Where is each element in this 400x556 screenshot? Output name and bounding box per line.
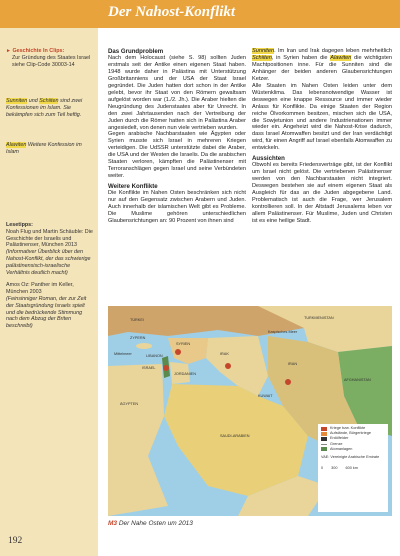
- conflict-marker: [225, 363, 231, 369]
- legend-swatch: [321, 444, 327, 445]
- label-kuwait: KUWAIT: [258, 394, 273, 398]
- heading-aussichten: Aussichten: [252, 155, 285, 163]
- reading-1: Noah Flug und Martin Schäuble: Die Geschichte der Israelis und Palästinenser, München 2013: [6, 228, 93, 249]
- legend-text: Kriege bzw. Konflikte: [330, 426, 366, 430]
- legend-text: Grenze: [330, 441, 343, 446]
- legend-swatch: [321, 432, 327, 436]
- sidebar-sunni: [6, 98, 94, 118]
- sidebar-alawi: [6, 142, 94, 156]
- p4-part-c: die wichtigsten Machtpositionen inne. Für die Sunniten sind die Anhänger der beiden anderen Glaubensrichtungen Ketzer.: [252, 54, 392, 82]
- label-iraq: IRAK: [220, 352, 229, 356]
- sunni-and: und: [27, 98, 40, 104]
- sidebar-reading: [6, 222, 94, 330]
- legend-text: Atomanlagen: [330, 446, 353, 451]
- label-caspian: Kaspisches Meer: [268, 330, 298, 334]
- legend-swatch: [321, 447, 327, 451]
- scale-bar: [321, 466, 385, 471]
- label-cyprus: ZYPERN: [130, 336, 146, 340]
- legend-swatch: [321, 437, 327, 441]
- p4-part-b: , in Syrien haben die: [271, 54, 331, 61]
- sunni-term-2: Sunniten: [252, 48, 275, 54]
- column-right: [252, 48, 392, 225]
- label-egypt: ÄGYPTEN: [120, 402, 139, 406]
- sunni-text: sind zwei Konfessionen im Islam. Sie bekämpfen sich zum Teil heftig.: [6, 98, 83, 118]
- shia-term: Schiiten: [39, 98, 59, 104]
- column-left: [108, 48, 246, 225]
- paragraph-2: Gegen arabische Nachbarstaaten wie Ägypten oder Syrien musste sich Israel in mehreren Kriegen verteidigen. Die UdSSR unterstützte dabei die Araber, die USA und der Westen die Israelis. Da die arabischen Staaten verloren, kämpften die Palästinenser mit Terroranschlägen gegen Israel und seine Verbündeten weiter.: [108, 131, 246, 180]
- scale-label: 300: [331, 466, 338, 471]
- heading-weitere-konflikte: Weitere Konflikte: [108, 183, 158, 191]
- heading-grundproblem: Das Grundproblem: [108, 48, 164, 55]
- label-lebanon: LIBANON: [146, 354, 163, 358]
- label-saudi: SAUDI-ARABIEN: [220, 434, 250, 438]
- alawi-term-2: Alawiten: [330, 54, 352, 61]
- conflict-marker: [285, 379, 291, 385]
- clips-heading: Geschichte In Clips:: [12, 48, 65, 54]
- map-legend: [318, 424, 388, 512]
- p4-part-a: . Im Iran und Irak dagegen leben mehrheitlich: [274, 48, 392, 54]
- page-title: Der Nahost-Konflikt: [108, 4, 236, 20]
- reading-1-note: (Informativer Überblick über den Nahost-Konflikt, der das schwierige palästinensisch-israelische Verhältnis deutlich macht): [6, 249, 91, 276]
- paragraph-3: Die Konflikte im Nahen Osten beschränken sich nicht nur auf den Gegensatz zwischen Arabern und Juden. Auch innerhalb der islamischen Welt gibt es Probleme. Die Muslime gehören unterschiedlichen Glaubensrichtungen an: 90 Prozent von ihnen sind: [108, 190, 246, 224]
- sunni-term: Sunniten: [6, 98, 28, 104]
- label-syria: SYRIEN: [176, 342, 191, 346]
- label-turkmenistan: TURKMENISTAN: [304, 316, 334, 320]
- legend-swatch: [321, 427, 327, 431]
- paragraph-4: [252, 48, 392, 83]
- shia-term-2: Schiiten: [252, 54, 272, 61]
- scale-label: 600 km: [345, 466, 358, 471]
- sidebar-clips: [6, 48, 94, 68]
- label-israel: ISRAEL: [142, 366, 156, 370]
- caption-prefix: M3: [108, 520, 118, 527]
- label-afghanistan: AFGHANISTAN: [344, 378, 371, 382]
- reading-2: Amos Oz: Panther im Keller, München 2003: [6, 282, 74, 296]
- paragraph-5: Alle Staaten im Nahen Osten leiden unter dem Wüstenklima. Das lebensnotwendige Wasser ist deswegen eine knappe Ressource und immer wieder Anlass für Konflikte. Da einige Staaten der Region reiche Ölvorkommen besitzen, mischen sich die USA, die Sowjetunion und andere Industrienationen immer wieder ein. Angeheizt wird die Nahost-Krise dadurch, dass Israel Atomwaffen besitzt und der Iran verdächtigt wird, für einen Angriff auf Israel ebenfalls Atomwaffen zu entwickeln.: [252, 82, 392, 152]
- scale-label: 0: [321, 466, 324, 471]
- legend-note: VAE: Vereinigte Arabische Emirate: [321, 455, 380, 460]
- legend-row: [321, 447, 385, 452]
- cyprus-island: [136, 343, 152, 349]
- page-number: 192: [8, 536, 23, 546]
- label-med: Mittelmeer: [114, 352, 132, 356]
- reading-heading: Lesetipps:: [6, 222, 33, 228]
- label-jordan: JORDANIEN: [174, 372, 196, 376]
- paragraph-6: Obwohl es bereits Friedensverträge gibt, ist der Konflikt um Israel nicht gelöst. Die vertriebenen Palästinenser werden von den Nachbarstaaten nicht integriert. Deswegen bestehen sie auf einem eigenen Staat als Ausgleich für das an die Juden abgegebene Land. Problematisch ist auch die Frage, wer Jerusalem kontrollieren soll. In der Altstadt Jerusalems leben vor allem Palästinenser. Für Muslime, Juden und Christen ist es eine heilige Stadt.: [252, 162, 392, 224]
- conflict-marker: [163, 365, 169, 371]
- alawi-text: Weitere Konfession im Islam: [6, 142, 82, 155]
- middle-east-map: [108, 306, 392, 516]
- legend-text: Erdölfelder: [330, 436, 349, 441]
- conflict-marker: [175, 349, 181, 355]
- caption-text: Der Nahe Osten um 2013: [118, 520, 193, 527]
- alawi-term: Alawiten: [6, 142, 27, 148]
- clips-text: Zur Gründung des Staates Israel siehe Clip-Code 30003-14: [12, 54, 91, 68]
- reading-2-note: (Feinsinniger Roman, der zur Zeit der Staatsgründung Israels spielt und die bedrückende Stimmung nach dem Abzug der Briten beschreibt): [6, 295, 87, 330]
- paragraph-1: Nach dem Holocaust (siehe S. 98) sollten Juden erstmals seit der Antike einen eigenen Staat haben. 1948 wurde daher in Palästina mit Unterstützung Großbritanniens und der USA der Staat Israel gegründet. Die Juden hatten dort schon in der Antike gelebt, bevor ihr Staat von den Römern gewaltsam aufgelöst worden war (1./2. Jh.). Die Araber hielten die Neugründung des Judenstaates aber für Unrecht. In den zwei Jahrtausenden nach der Vertreibung der Juden durch die Römer hatten sich in Palästina Araber angesiedelt, von denen nun viele vertrieben wurden.: [108, 55, 246, 131]
- legend-text: Aufstände, Bürgerkriege: [330, 431, 371, 436]
- label-turkey: TÜRKEI: [130, 318, 144, 322]
- arrow-icon: ►: [6, 48, 11, 54]
- label-iran: IRAN: [288, 362, 298, 366]
- map-caption: [108, 520, 193, 527]
